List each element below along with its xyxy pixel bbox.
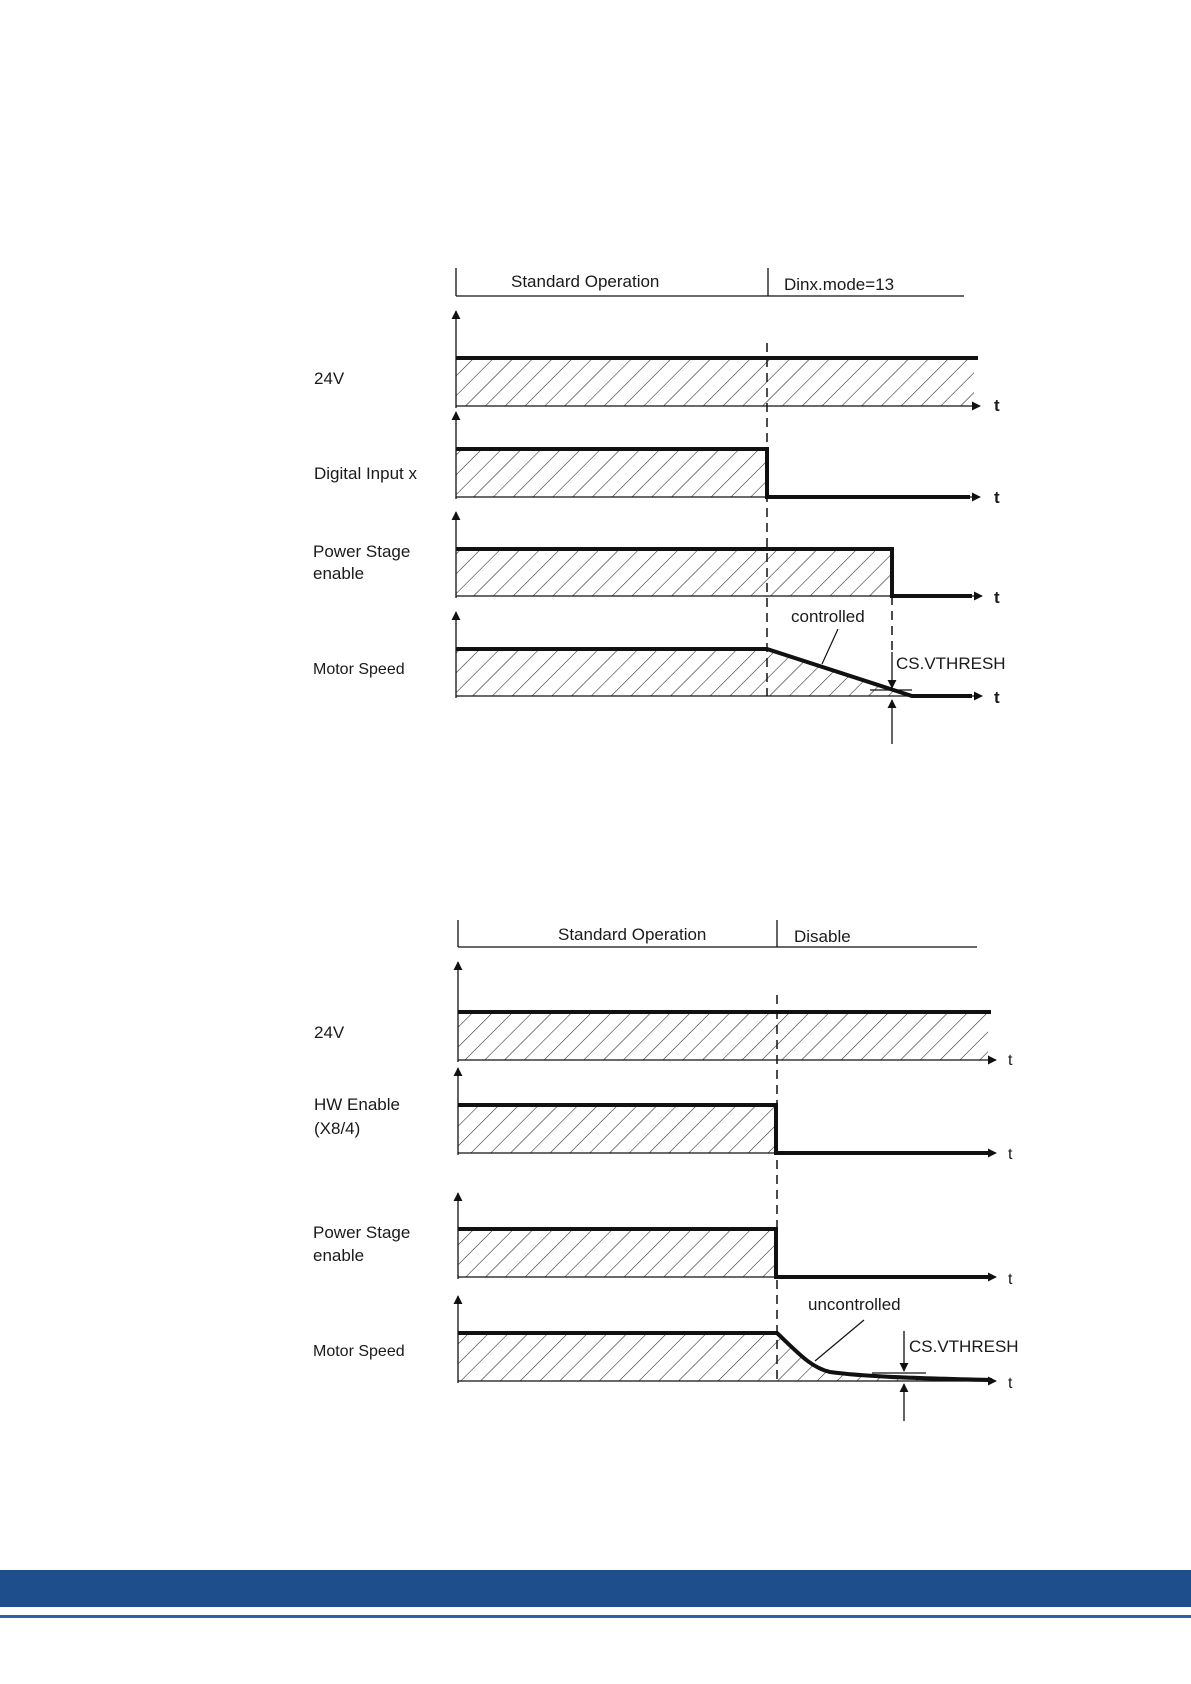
axis-t: t bbox=[1008, 1146, 1013, 1163]
axis-t: t bbox=[1008, 1271, 1013, 1288]
label-motor-speed: Motor Speed bbox=[313, 661, 405, 678]
signal-24v-2 bbox=[458, 962, 996, 1062]
annotation-uncontrolled: uncontrolled bbox=[808, 1295, 901, 1314]
label-digital-input: Digital Input x bbox=[314, 464, 417, 483]
label-power-stage-enable: enable bbox=[313, 1246, 365, 1265]
signal-motor-speed-1 bbox=[456, 612, 982, 744]
footer-rule bbox=[0, 1615, 1191, 1618]
footer-bar bbox=[0, 1570, 1191, 1607]
signal-hw-enable bbox=[458, 1068, 996, 1155]
signal-digital-input bbox=[456, 412, 980, 499]
phase-standard-operation: Standard Operation bbox=[511, 272, 660, 291]
phase-disable: Disable bbox=[794, 927, 851, 946]
phase-header-2 bbox=[458, 920, 977, 947]
axis-t: t bbox=[994, 396, 1000, 415]
label-hw-enable-x84: (X8/4) bbox=[314, 1119, 361, 1138]
phase-standard-operation: Standard Operation bbox=[558, 925, 707, 944]
annotation-controlled: controlled bbox=[791, 607, 865, 626]
label-power-stage: Power Stage bbox=[313, 542, 411, 561]
axis-t: t bbox=[994, 688, 1000, 707]
axis-t: t bbox=[994, 588, 1000, 607]
axis-t: t bbox=[994, 488, 1000, 507]
signal-power-stage-2 bbox=[458, 1193, 996, 1279]
signal-power-stage-1 bbox=[456, 512, 982, 598]
label-motor-speed: Motor Speed bbox=[313, 1343, 405, 1360]
label-power-stage-enable: enable bbox=[313, 564, 365, 583]
signal-24v-1 bbox=[456, 311, 980, 408]
label-hw-enable: HW Enable bbox=[314, 1095, 400, 1114]
label-24v: 24V bbox=[314, 1023, 345, 1042]
threshold-cs-vthresh: CS.VTHRESH bbox=[896, 654, 1006, 673]
label-24v: 24V bbox=[314, 369, 345, 388]
threshold-cs-vthresh: CS.VTHRESH bbox=[909, 1337, 1019, 1356]
signal-motor-speed-2 bbox=[458, 1296, 996, 1421]
phase-dinx-mode: Dinx.mode=13 bbox=[784, 275, 895, 294]
axis-t: t bbox=[1008, 1052, 1013, 1069]
axis-t: t bbox=[1008, 1375, 1013, 1392]
diagram-1 bbox=[313, 268, 1006, 744]
diagram-2 bbox=[313, 920, 1019, 1421]
label-power-stage: Power Stage bbox=[313, 1223, 411, 1242]
